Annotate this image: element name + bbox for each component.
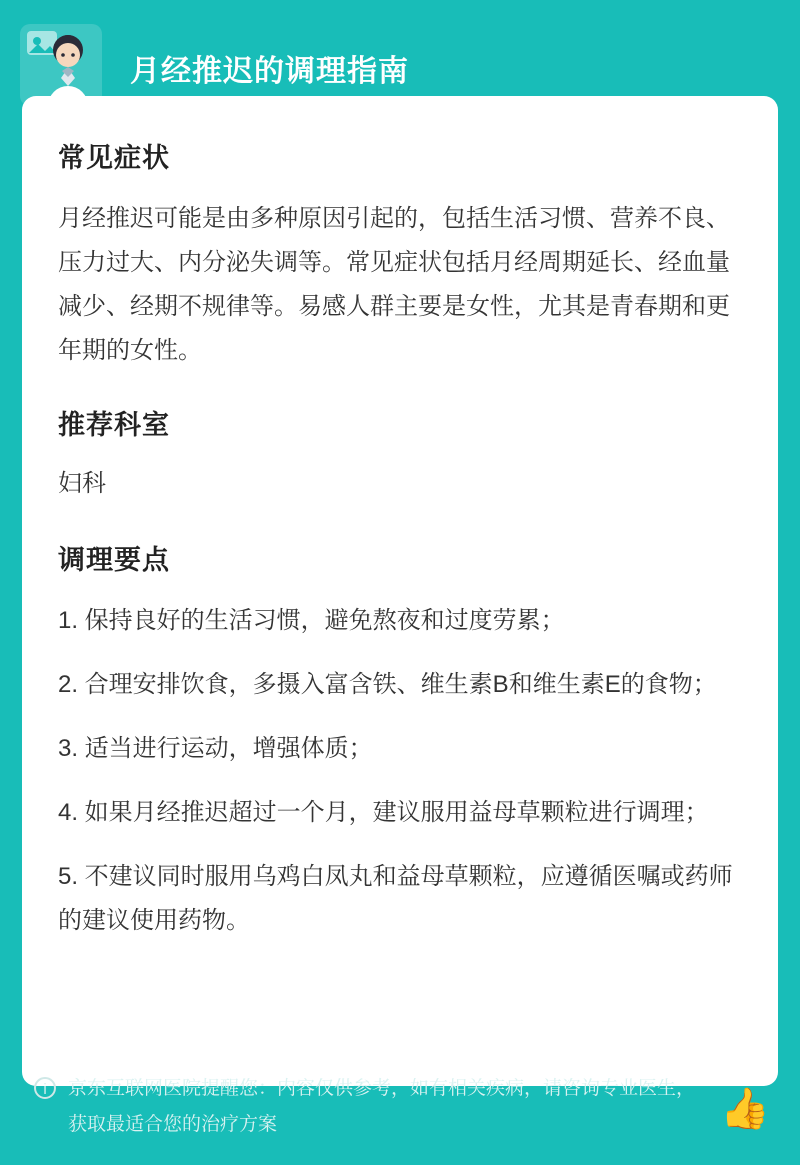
footer-disclaimer-bar	[0, 1057, 800, 1165]
thumbs-up-icon[interactable]: 👍	[720, 1087, 770, 1131]
points-list	[58, 599, 742, 943]
section-heading-department: 推荐科室	[58, 410, 170, 440]
page-title: 月经推迟的调理指南	[130, 55, 409, 88]
section-text-symptoms: 月经推迟可能是由多种原因引起的，包括生活习惯、营养不良、压力过大、内分泌失调等。常见症状包括月经周期延长、经血量减少、经期不规律等。易感人群主要是女性，尤其是青春期和更年期的女性。	[58, 205, 730, 364]
list-item: 3. 适当进行运动，增强体质；	[58, 735, 373, 762]
section-heading-points: 调理要点	[58, 545, 170, 575]
section-heading-symptoms: 常见症状	[58, 143, 170, 173]
list-item: 1. 保持良好的生活习惯，避免熬夜和过度劳累；	[58, 607, 565, 634]
list-item: 2. 合理安排饮食，多摄入富含铁、维生素B和维生素E的食物；	[58, 671, 717, 698]
list-item: 4. 如果月经推迟超过一个月，建议服用益母草颗粒进行调理；	[58, 799, 709, 826]
info-circle-icon: i	[34, 1077, 56, 1099]
list-item: 5. 不建议同时服用乌鸡白凤丸和益母草颗粒，应遵循医嘱或药师的建议使用药物。	[58, 863, 733, 934]
content-card	[22, 96, 778, 1086]
footer-disclaimer-text: 京东互联网医院提醒您：内容仅供参考，如有相关疾病，请咨询专业医生，获取最适合您的治疗方案	[68, 1078, 696, 1135]
section-text-department: 妇科	[58, 470, 106, 497]
